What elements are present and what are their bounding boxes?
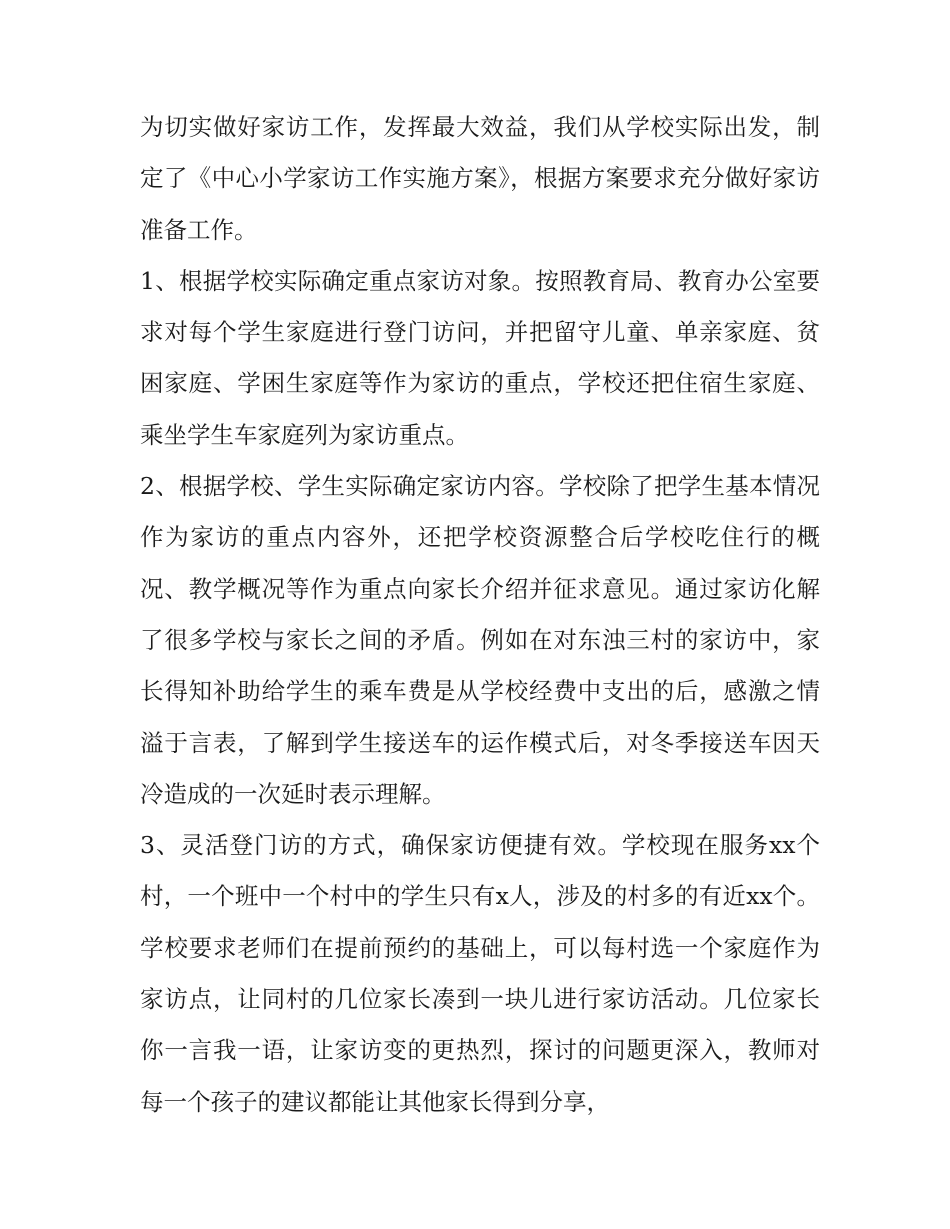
document-body (140, 102, 820, 1128)
paragraph-item-1: 1、根据学校实际确定重点家访对象。按照教育局、教育办公室要求对每个学生家庭进行登门访问，并把留守儿童、单亲家庭、贫困家庭、学困生家庭等作为家访的重点，学校还把住宿生家庭、乘坐学生车家庭列为家访重点。 (140, 266, 820, 449)
paragraph-item-3: 3、灵活登门访的方式，确保家访便捷有效。学校现在服务xx个村，一个班中一个村中的学生只有x人，涉及的村多的有近xx个。学校要求老师们在提前预约的基础上，可以每村选一个家庭作为家访点，让同村的几位家长凑到一块儿进行家访活动。几位家长你一言我一语，让家访变的更热烈，探讨的问题更深入，教师对每一个孩子的建议都能让其他家长得到分享， (140, 831, 820, 1116)
paragraph-item-2: 2、根据学校、学生实际确定家访内容。学校除了把学生基本情况作为家访的重点内容外，还把学校资源整合后学校吃住行的概况、教学概况等作为重点向家长介绍并征求意见。通过家访化解了很多学校与家长之间的矛盾。例如在对东浊三村的家访中，家长得知补助给学生的乘车费是从学校经费中支出的后，感激之情溢于言表，了解到学生接送车的运作模式后，对冬季接送车因天冷造成的一次延时表示理解。 (140, 472, 820, 808)
paragraph-intro: 为切实做好家访工作，发挥最大效益，我们从学校实际出发，制定了《中心小学家访工作实施方案》，根据方案要求充分做好家访准备工作。 (140, 113, 820, 244)
